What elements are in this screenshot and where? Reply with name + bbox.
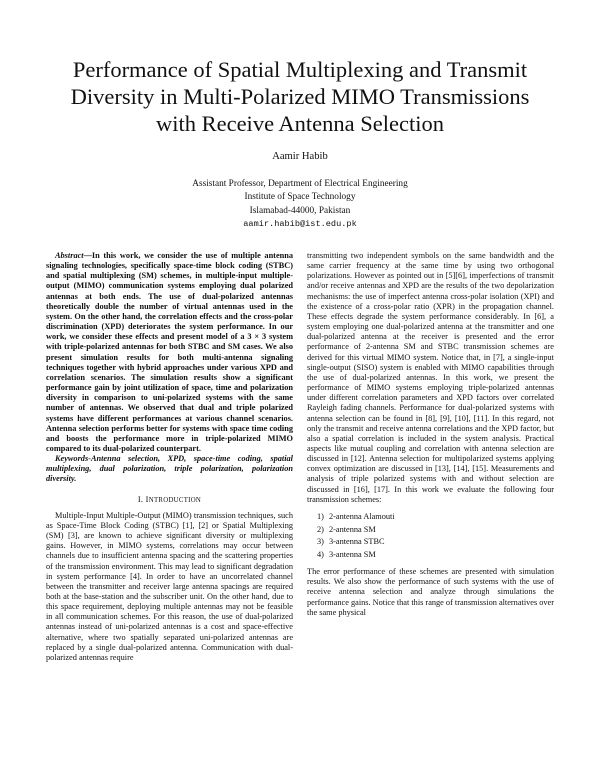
transmission-schemes-list — [307, 512, 554, 560]
left-column — [46, 251, 293, 663]
author-email: aamir.habib@ist.edu.pk — [243, 218, 357, 229]
section-heading-introduction — [46, 495, 293, 506]
section-numeral: I. — [137, 494, 144, 504]
paper-title — [40, 56, 560, 137]
title-line: with Receive Antenna Selection — [155, 111, 445, 136]
intro-paragraph: Multiple-Input Multiple-Output (MIMO) transmission techniques, such as Space-Time Block Coding (STBC) [1], [2] or Spatial Multiplexing (SM) [3], are known to achieve significant diversity or multiplexing gains. However, in MIMO systems, correlations may occur between channels due to insufficient antenna spacing and the scattering properties of the transmission environment. This may lead to significant degradation in system performance [4]. In order to have an uncorrelated channel between the transmitter and receiver large antenna spacings are required both at the base-station and the subscriber unit. On the other hand, due to this space requirement, deploying multiple antennas may not be feasible in all communication schemes. For this reason, the use of dual-polarized antennas instead of uni-polarized antennas is a cost and space-effective alternative, where two spatially separated uni-polarized antennas are replaced by a single dual-polarized antenna. Communication with dual-polarized antennas require — [46, 510, 293, 662]
list-item-label: 2-antenna Alamouti — [329, 511, 395, 521]
list-item-number: 3) — [317, 537, 324, 547]
list-item — [317, 512, 554, 522]
list-item — [317, 525, 554, 535]
section-first-letter: I — [145, 494, 149, 504]
closing-paragraph: The error performance of these schemes are presented with simulation results. We also show the performance of such systems with the use of receive antenna selection and analyze through simulations the performance gains. Notice that this range of transmission alternatives over the same physical — [307, 567, 554, 617]
title-line: Performance of Spatial Multiplexing and Transmit — [72, 57, 528, 82]
affiliation-city: Islamabad-44000, Pakistan — [249, 205, 351, 216]
list-item-label: 2-antenna SM — [329, 524, 376, 534]
right-column — [307, 251, 554, 618]
abstract-text: —In this work, we consider the use of multiple antenna signaling technologies, specifically space-time block coding (STBC) and spatial multiplexing (SM) schemes, in multiple-input multiple-output (MIMO) communication systems employing dual polarized antennas at both ends. The use of dual-polarized antennas theoretically double the number of virtual antennas used in the system. On the other hand, the correlation effects and the cross-polar discrimination (XPD) deteriorates the system performance. In our work, we consider these effects and present model of a 3 × 3 system with triple-polarized antennas for both STBC and SM cases. We also present simulation results for both multi-antenna signaling techniques together with hybrid approaches under various XPD and correlation scenarios. The simulation results show a significant performance gain by joint utilization of space, time and polarization diversity in comparison to uni-polarized systems with the same number of antennas. We observed that dual and triple polarized systems have different performances at various channel scenarios. Antenna selection performs better for systems with space time coding and boosts the performance more in triple-polarized MIMO compared to its dual-polarized counterpart. — [46, 251, 293, 453]
author-affiliation — [0, 178, 600, 231]
list-item-number: 2) — [317, 524, 324, 534]
abstract-lead: Abstract — [55, 251, 84, 260]
author-name: Aamir Habib — [272, 151, 328, 162]
section-title-rest: NTRODUCTION — [148, 496, 202, 504]
abstract — [46, 251, 293, 454]
list-item-number: 1) — [317, 511, 324, 521]
affiliation-position: Assistant Professor, Department of Electrical Engineering — [192, 179, 408, 189]
list-item — [317, 550, 554, 560]
list-item — [317, 537, 554, 547]
title-line: Diversity in Multi-Polarized MIMO Transmissions — [70, 84, 530, 109]
list-item-label: 3-antenna SM — [329, 549, 376, 559]
affiliation-institute: Institute of Space Technology — [244, 192, 356, 203]
list-item-number: 4) — [317, 549, 324, 559]
keywords: Keywords-Antenna selection, XPD, space-time coding, spatial multiplexing, dual polarization, triple polarization, polarization diversity. — [46, 454, 293, 484]
list-item-label: 3-antenna STBC — [329, 537, 385, 547]
intro-paragraph-continued: transmitting two independent symbols on the same bandwidth and the same carrier frequency at the same time by using two orthogonal polarizations. However as pointed out in [5][6], imperfections of transmit and/or receive antennas and XPD are the results of the two depolarization mechanisms: the use of imperfect antenna cross-polar isolation (XPI) and the existence of a cross-polar ratio (XPR) in the propagation channel. These effects degrade the system performance considerably. In [6], a system employing one dual-polarized antenna at the transmitter and one dual-polarized antenna at the receiver is presented and the error performance of 2-antenna SM and STBC transmission schemes are derived for this virtual MIMO system. Notice that, in [7], a single-input single-output (SISO) system is enabled with MIMO capabilities through the use of dual-polarized antennas. In this work, we present the performance of MIMO systems employing triple-polarized antennas under different correlation parameters and XPD factors over correlated Rayleigh fading channels. Performance for dual-polarized systems with antenna selection can be found in [8], [9], [10], [11]. In this regard, not only the transmit and receive antenna correlations and the XPD factor, but also a spatial correlation is included in the system analysis. Practical aspects like mutual coupling and correlation with antenna selection are discussed in [12]. Antenna selection for multipolarized systems applying convex optimization are discussed in [13], [14], [15]. Measurements and analysis of triple polarized systems with and without selection are discussed in [16], [17]. In this work we evaluate the following four transmission schemes: — [307, 251, 554, 504]
